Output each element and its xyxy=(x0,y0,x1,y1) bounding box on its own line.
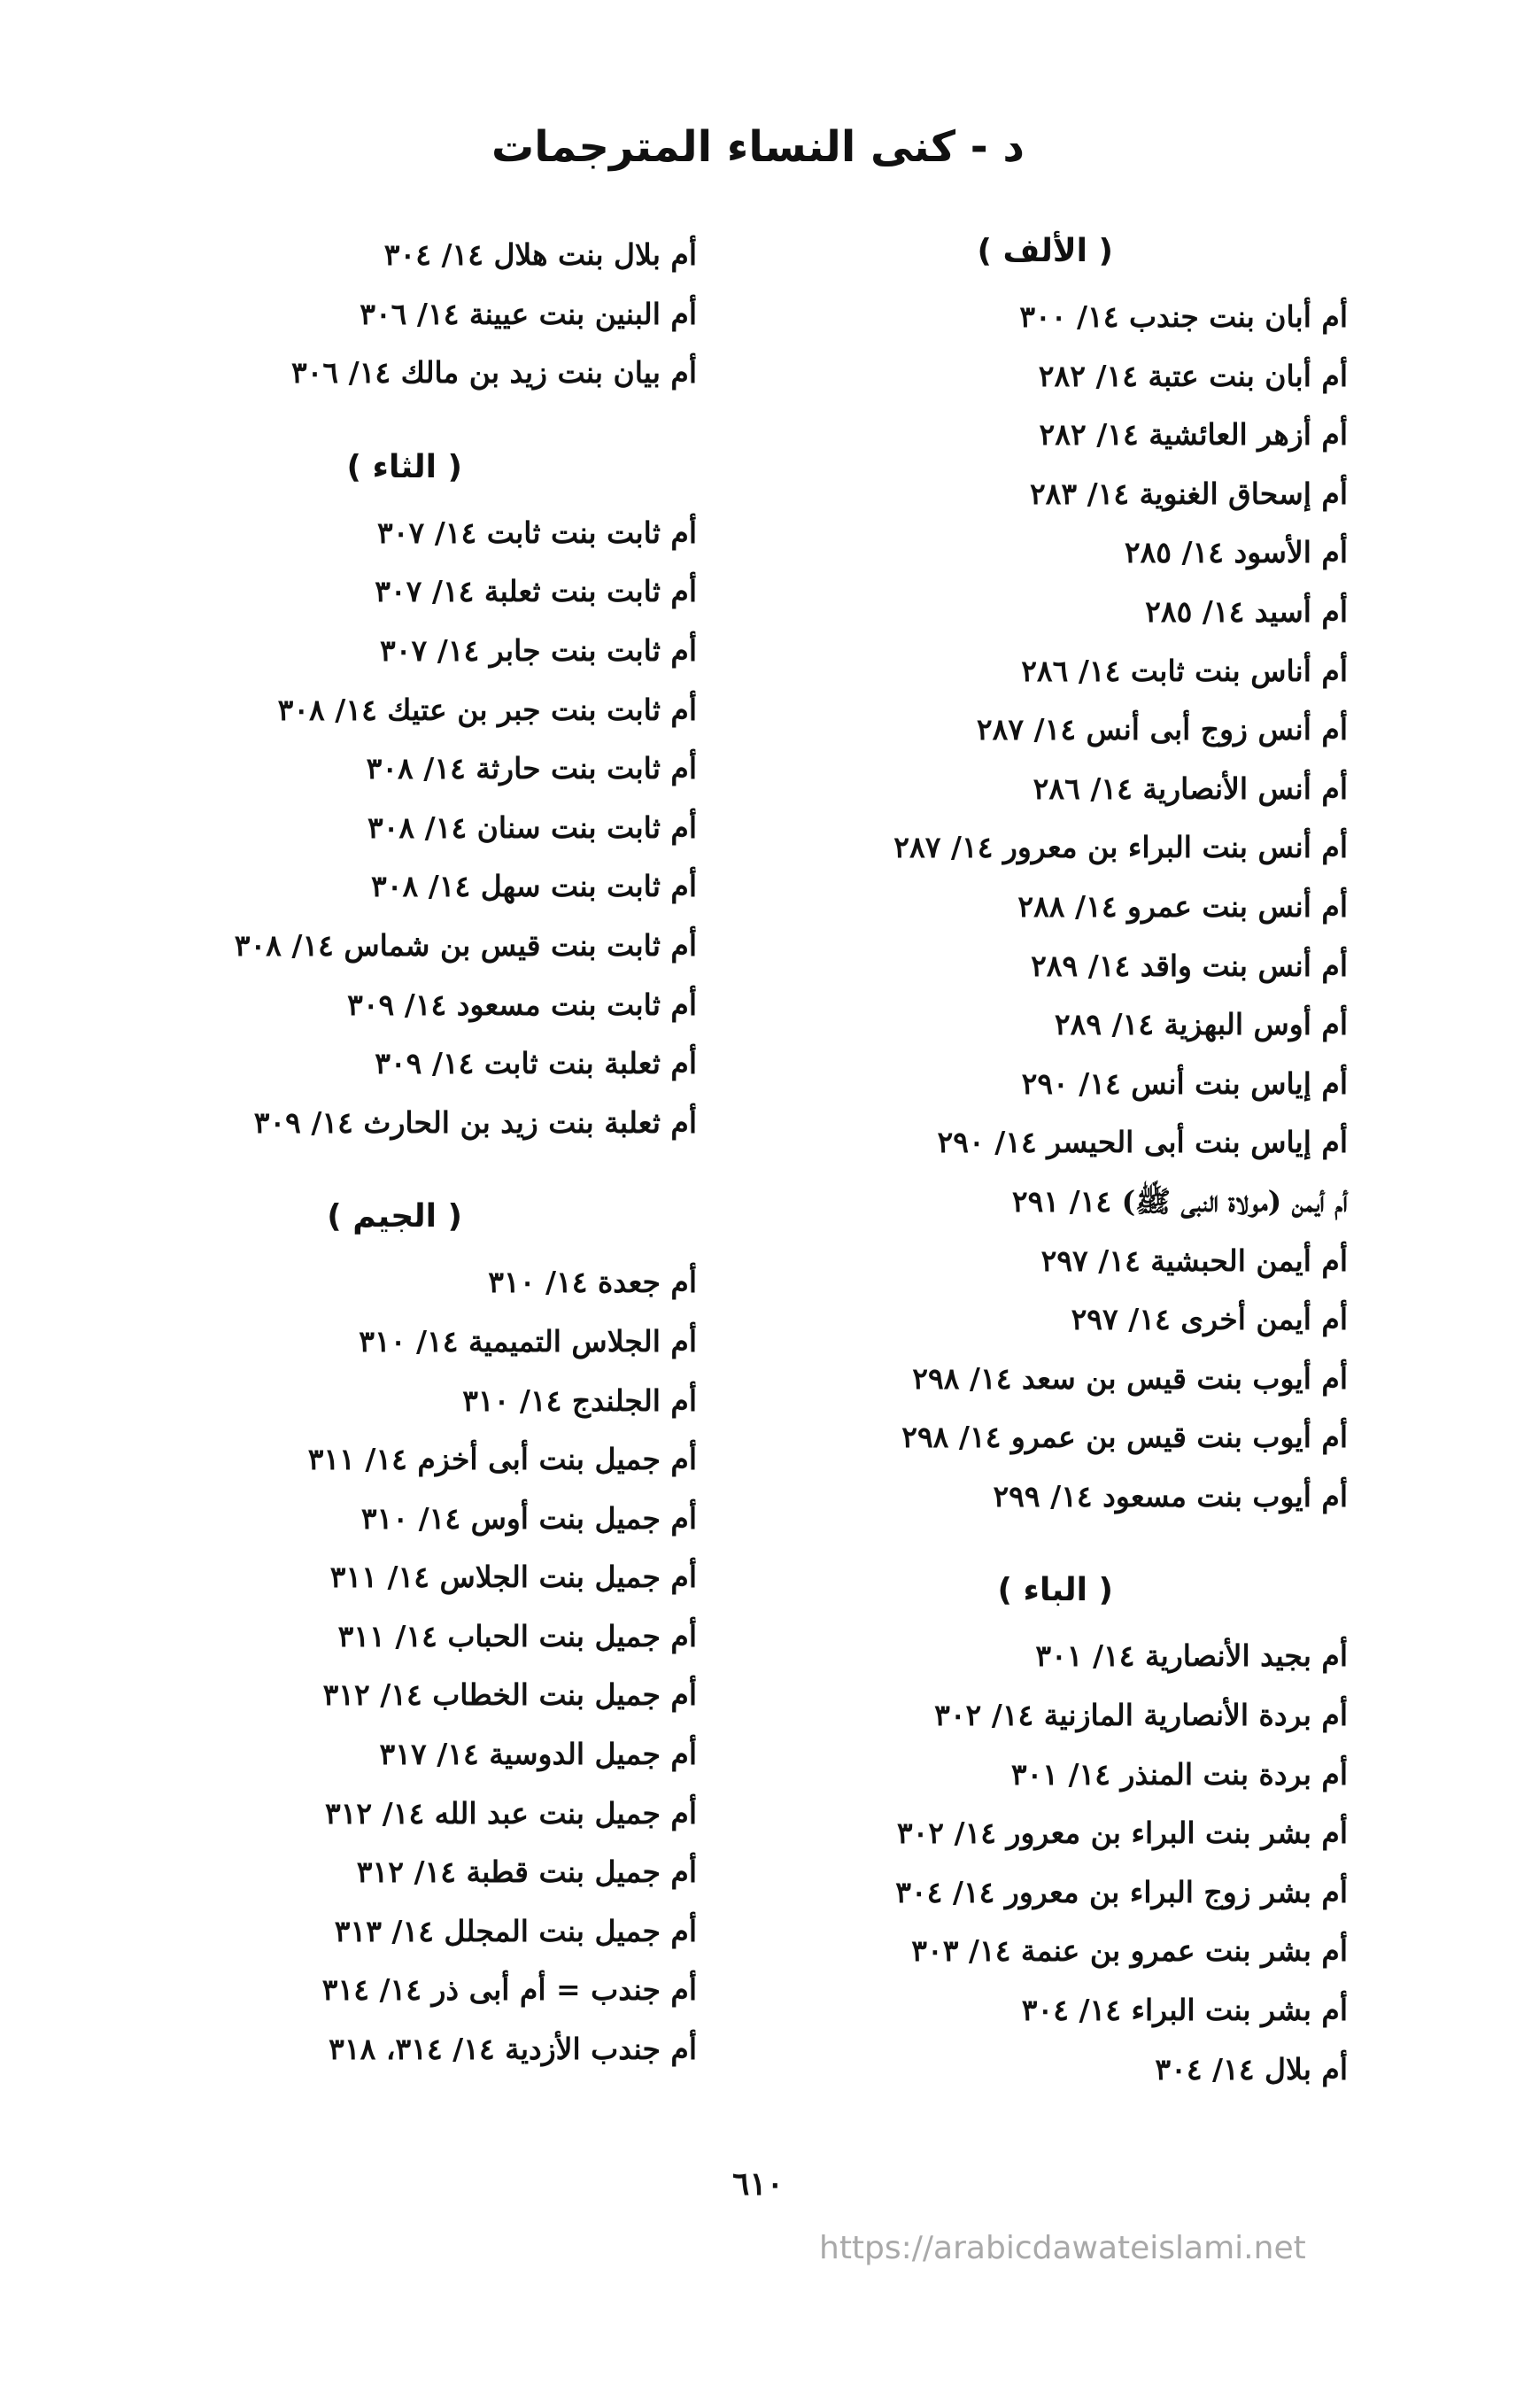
index-entry: أم جميل بنت المجلل ١٤/ ٣١٣ xyxy=(334,1913,697,1948)
index-entry: أم أبان بنت عتبة ١٤/ ٢٨٢ xyxy=(1038,358,1348,393)
index-entry: أم جميل بنت عبد الله ١٤/ ٣١٢ xyxy=(324,1795,697,1831)
index-entry: أم جعدة ١٤/ ٣١٠ xyxy=(488,1265,697,1300)
index-entry: أم أيمن (مولاة النبى ﷺ) ١٤/ ٢٩١ xyxy=(1011,1183,1348,1219)
index-entry: أم ثابت بنت مسعود ١٤/ ٣٠٩ xyxy=(347,987,697,1022)
section-heading: ( الجيم ) xyxy=(327,1198,462,1235)
index-entry: أم أبان بنت جندب ١٤/ ٣٠٠ xyxy=(1019,299,1348,334)
index-entry: أم أسيد ١٤/ ٢٨٥ xyxy=(1145,593,1348,629)
index-entry: أم ثابت بنت ثابت ١٤/ ٣٠٧ xyxy=(377,515,697,550)
index-entry: أم أناس بنت ثابت ١٤/ ٢٨٦ xyxy=(1021,653,1348,688)
index-entry: أم بردة بنت المنذر ١٤/ ٣٠١ xyxy=(1010,1756,1348,1792)
index-entry: أم أيوب بنت قيس بن عمرو ١٤/ ٢٩٨ xyxy=(901,1420,1348,1455)
index-entry: أم ثابت بنت سهل ١٤/ ٣٠٨ xyxy=(371,869,697,904)
index-entry: أم بشر بنت البراء بن معرور ١٤/ ٣٠٢ xyxy=(896,1816,1348,1851)
index-entry: أم إياس بنت أنس ١٤/ ٢٩٠ xyxy=(1021,1065,1348,1101)
index-entry: أم الجلاس التميمية ١٤/ ٣١٠ xyxy=(359,1323,697,1359)
index-entry: أم جندب = أم أبى ذر ١٤/ ٣١٤ xyxy=(321,1972,697,2008)
index-entry: أم بجيد الأنصارية ١٤/ ٣٠١ xyxy=(1035,1638,1348,1674)
index-entry: أم بشر زوج البراء بن معرور ١٤/ ٣٠٤ xyxy=(895,1874,1348,1909)
section-heading: ( الباء ) xyxy=(997,1572,1113,1609)
index-entry: أم أنس الأنصارية ١٤/ ٢٨٦ xyxy=(1033,770,1348,806)
index-entry: أم أيمن الحبشية ١٤/ ٢٩٧ xyxy=(1040,1243,1348,1278)
index-entry: أم ثابت بنت سنان ١٤/ ٣٠٨ xyxy=(367,809,697,845)
index-entry: أم ثابت بنت حارثة ١٤/ ٣٠٨ xyxy=(366,751,697,786)
index-entry: أم أزهر العائشية ١٤/ ٢٨٢ xyxy=(1039,417,1348,453)
index-entry: أم ثابت بنت جبر بن عتيك ١٤/ ٣٠٨ xyxy=(277,692,697,727)
index-entry: أم جميل بنت أوس ١٤/ ٣١٠ xyxy=(360,1500,697,1536)
section-tha xyxy=(59,442,697,1153)
index-entry: أم إياس بنت أبى الحيسر ١٤/ ٢٩٠ xyxy=(937,1125,1348,1160)
index-entry: أم أيمن أخرى ١٤/ ٢٩٧ xyxy=(1071,1302,1348,1337)
index-entry: أم بردة الأنصارية المازنية ١٤/ ٣٠٢ xyxy=(934,1698,1348,1733)
index-entry: أم جندب الأزدية ١٤/ ٣١٤، ٣١٨ xyxy=(329,2032,697,2067)
index-entry: أم بشر بنت عمرو بن عنمة ١٤/ ٣٠٣ xyxy=(911,1933,1348,1969)
index-entry: أم جميل الدوسية ١٤/ ٣١٧ xyxy=(379,1737,697,1772)
index-entry: أم ثعلبة بنت زيد بن الحارث ١٤/ ٣٠٩ xyxy=(253,1104,697,1140)
section-heading: ( الثاء ) xyxy=(346,448,462,485)
index-entry: أم جميل بنت الخطاب ١٤/ ٣١٢ xyxy=(322,1677,697,1713)
section-heading: ( الألف ) xyxy=(977,233,1113,269)
index-entry: أم أيوب بنت مسعود ١٤/ ٢٩٩ xyxy=(993,1478,1348,1514)
right-column xyxy=(728,226,1348,2138)
index-entry: أم أنس بنت واقد ١٤/ ٢٨٩ xyxy=(1031,948,1348,983)
section-jim xyxy=(59,1191,697,2079)
index-entry: أم أنس زوج أبى أنس ١٤/ ٢٨٧ xyxy=(976,712,1348,747)
index-entry: أم أوس البهزية ١٤/ ٢٨٩ xyxy=(1054,1007,1348,1042)
index-entry: أم جميل بنت الجلاس ١٤/ ٣١١ xyxy=(329,1560,697,1595)
left-column xyxy=(59,226,697,2118)
index-entry: أم أنس بنت عمرو ١٤/ ٢٨٨ xyxy=(1017,888,1348,924)
watermark-url: https://arabicdawateislami.net xyxy=(819,2230,1306,2266)
index-entry: أم بلال ١٤/ ٣٠٤ xyxy=(1155,2051,1348,2087)
index-entry: أم أيوب بنت قيس بن سعد ١٤/ ٢٩٨ xyxy=(912,1360,1348,1396)
index-entry: أم ثابت بنت جابر ١٤/ ٣٠٧ xyxy=(380,632,697,668)
index-entry: أم البنين بنت عيينة ١٤/ ٣٠٦ xyxy=(360,296,697,331)
section-alif xyxy=(728,226,1348,1526)
index-entry: أم بلال بنت هلال ١٤/ ٣٠٤ xyxy=(383,237,697,272)
index-entry: أم ثابت بنت ثعلبة ١٤/ ٣٠٧ xyxy=(375,574,697,609)
index-entry: أم جميل بنت قطبة ١٤/ ٣١٢ xyxy=(356,1854,697,1890)
index-entry: أم الأسود ١٤/ ٢٨٥ xyxy=(1124,535,1348,570)
index-entry: أم جميل بنت الحباب ١٤/ ٣١١ xyxy=(337,1618,697,1653)
page-number: ٦١٠ xyxy=(731,2165,784,2203)
index-entry: أم أنس بنت البراء بن معرور ١٤/ ٢٨٧ xyxy=(893,830,1348,865)
index-entry: أم بشر بنت البراء ١٤/ ٣٠٤ xyxy=(1021,1993,1348,2028)
section-ba-continued xyxy=(59,226,697,403)
section-ba xyxy=(728,1565,1348,2099)
index-entry: أم جميل بنت أبى أخزم ١٤/ ٣١١ xyxy=(307,1442,697,1477)
index-entry: أم بيان بنت زيد بن مالك ١٤/ ٣٠٦ xyxy=(290,355,697,391)
page-title: د - كنى النساء المترجمات xyxy=(491,122,1025,172)
index-entry: أم ثعلبة بنت ثابت ١٤/ ٣٠٩ xyxy=(375,1046,697,1081)
index-entry: أم الجلندج ١٤/ ٣١٠ xyxy=(462,1382,697,1418)
index-entry: أم ثابت بنت قيس بن شماس ١٤/ ٣٠٨ xyxy=(234,927,697,963)
index-entry: أم إسحاق الغنوية ١٤/ ٢٨٣ xyxy=(1029,476,1348,511)
